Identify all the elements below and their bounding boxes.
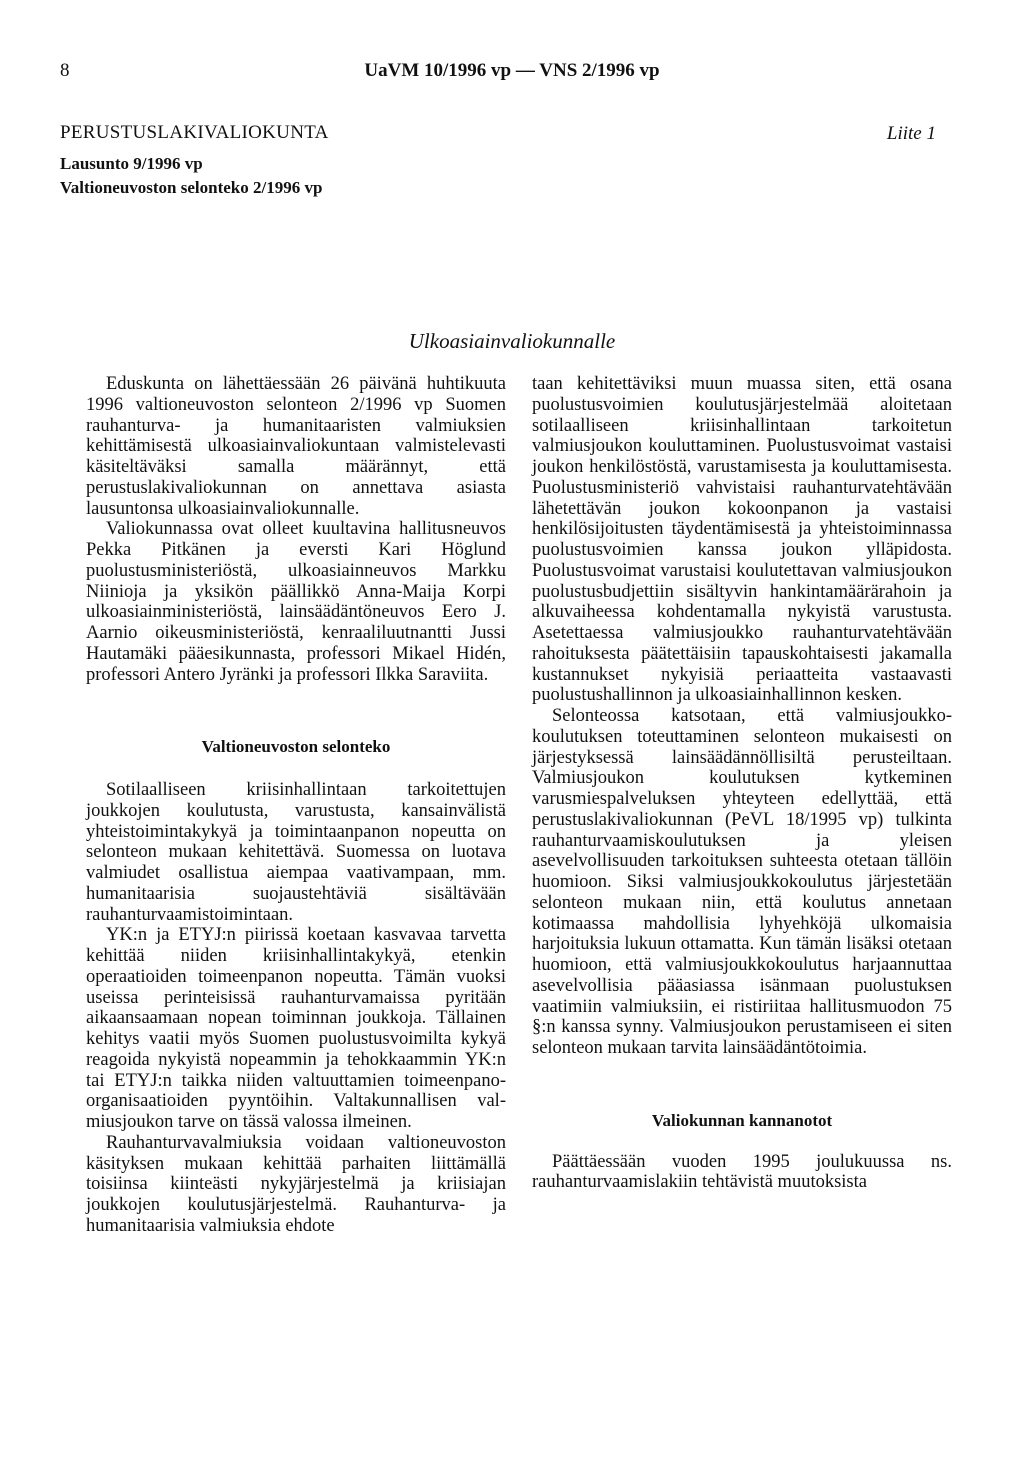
paragraph: YK:n ja ETYJ:n piirissä koetaan kasvavaa tarvetta kehittää niiden kriisinhallintakykyä, etenkin operaatioiden toimeenpanon nopeutta. Tämän vuoksi useissa perinteisissä rauhanturvamaissa pyritään aikaansaamaan nopean toiminnan joukkoja. Tällainen kehitys vaatii myös Suomen puolustusvoimilta kykyä reagoida nykyistä nopeammin ja tehokkaammin YK:n tai ETYJ:n taikka niiden valtuuttamien toimeenpano-organisaatioiden pyyntöihin. Valtakunnallisen valmiusjoukon tarve on tässä valossa ilmeinen. (86, 925, 506, 1132)
section-heading: Valiokunnan kannanotot (651, 1110, 833, 1130)
paragraph: Sotilaalliseen kriisinhallintaan tarkoitettujen joukkojen koulutusta, varustusta, kansainvälistä yhteistoimintakykyä ja toimintaanpanon nopeutta on selonteon mukaan kehitettävä. Suomessa on luotava valmiudet osallistua aiempaa vaativampaan, mm. humanitaarisia suojaustehtäviä sisältävään rauhanturvaamistoimintaan. (86, 780, 506, 925)
paragraph: taan kehitettäviksi muun muassa siten, että osana puolustusvoimien koulutusjärjestelmää aloitetaan sotilaalliseen kriisinhallintaan tarkoitetun valmiusjoukon kouluttaminen. Puolustusvoimat vastaisi joukon henkilöstöstä, varustamisesta ja kouluttamisesta. Puolustusministeriö vahvistaisi rauhanturvatehtävään lähetettävän joukon kokoonpanon ja vastaisi henkilösijoitusten täydentämisestä ja yhteistoiminnassa puolustusvoimien kanssa joukon ylläpidosta. Puolustusvoimat varustaisi koulutettavan valmiusjoukon puolustusbudjettiin sisältyvin hankintamäärärahoin ja alkuvaiheessa kohdentamalla nykyistä varustusta. Asetettaessa valmiusjoukko rauhanturvatehtävään rahoituksesta päätettäisiin tapauskohtaisesti jakamalla kustannukset nykyisiä periaatteita vastaavasti puolustushallinnon ja ulkoasiainhallinnon kesken. (532, 374, 952, 706)
report-reference: Valtioneuvoston selonteko 2/1996 vp (60, 178, 323, 197)
addressee: Ulkoasiainvaliokunnalle (408, 329, 616, 353)
right-column (532, 374, 952, 1193)
paragraph: Päättäessään vuoden 1995 joulukuussa ns. rauhanturvaamislakiin tehtävistä muutoksista (532, 1151, 952, 1193)
statement-reference: Lausunto 9/1996 vp (60, 154, 203, 173)
paragraph: Selonteossa katsotaan, että valmiusjoukkokoulutuksen toteuttaminen selonteon mukaisesti on järjestyksessä lainsäädännöllisiltä perusteiltaan. Valmiusjoukon koulutuksen kytkeminen varusmiespalveluksen yhteyteen edellyttää, että perustuslakivaliokunnan (PeVL 18/1995 vp) tulkinta rauhanturvaamiskoulutuksen ja yleisen asevelvollisuuden tarkoituksen suhteesta otetaan tällöin huomioon. Siksi valmiusjoukkokoulutus järjestetään selonteon mukaan niin, että koulutus annetaan kotimaassa mahdollisia lyhyehköjä ulkomaisia harjoituksia lukuun ottamatta. Kun tämän lisäksi otetaan huomioon, että valmiusjoukkokoulutus harjaannuttaa asevelvollisia pääasiassa isänmaan puolustuksen vaatimiin valmiuksiin, ei ristiriitaa hallitusmuodon 75 §:n kanssa synny. Valmiusjoukon perustamiseen ei siten selonteon mukaan tarvita lainsäädäntötoimia. (532, 706, 952, 1058)
page-number: 8 (60, 60, 70, 81)
section-heading: Valtioneuvoston selonteko (201, 737, 391, 757)
left-column (86, 374, 506, 1237)
running-head: UaVM 10/1996 vp — VNS 2/1996 vp (364, 60, 660, 81)
appendix-label: Liite 1 (886, 123, 936, 144)
committee-name: PERUSTUSLAKIVALIOKUNTA (60, 122, 329, 143)
paragraph: Rauhanturvavalmiuksia voidaan valtioneuvoston käsityksen mukaan kehittää parhaiten liittämällä toisiinsa kiinteästi nykyjärjestelmä ja kriisiajan joukkojen koulutusjärjestelmä. Rauhanturva- ja humanitaarisia valmiuksia ehdote (86, 1132, 506, 1236)
paragraph: Valiokunnassa ovat olleet kuultavina hallitusneuvos Pekka Pitkänen ja eversti Kari Höglund puolustusministeriöstä, ulkoasiainneuvos Markku Niinioja ja yksikön päällikkö Anna-Maija Korpi ulkoasiainministeriöstä, lainsäädäntöneuvos Eero J. Aarnio oikeusministeriöstä, kenraaliluutnantti Jussi Hautamäki pääesikunnasta, professori Mikael Hidén, professori Antero Jyränki ja professori Ilkka Saraviita. (86, 519, 506, 685)
paragraph: Eduskunta on lähettäessään 26 päivänä huhtikuuta 1996 valtioneuvoston selonteon 2/1996 vp Suomen rauhanturva- ja humanitaaristen valmiuksien kehittämisestä ulkoasiainvaliokuntaan valmistelevasti käsiteltäväksi samalla määrännyt, että perustuslakivaliokunnan on annettava asiasta lausuntonsa ulkoasiainvaliokunnalle. (86, 374, 506, 519)
